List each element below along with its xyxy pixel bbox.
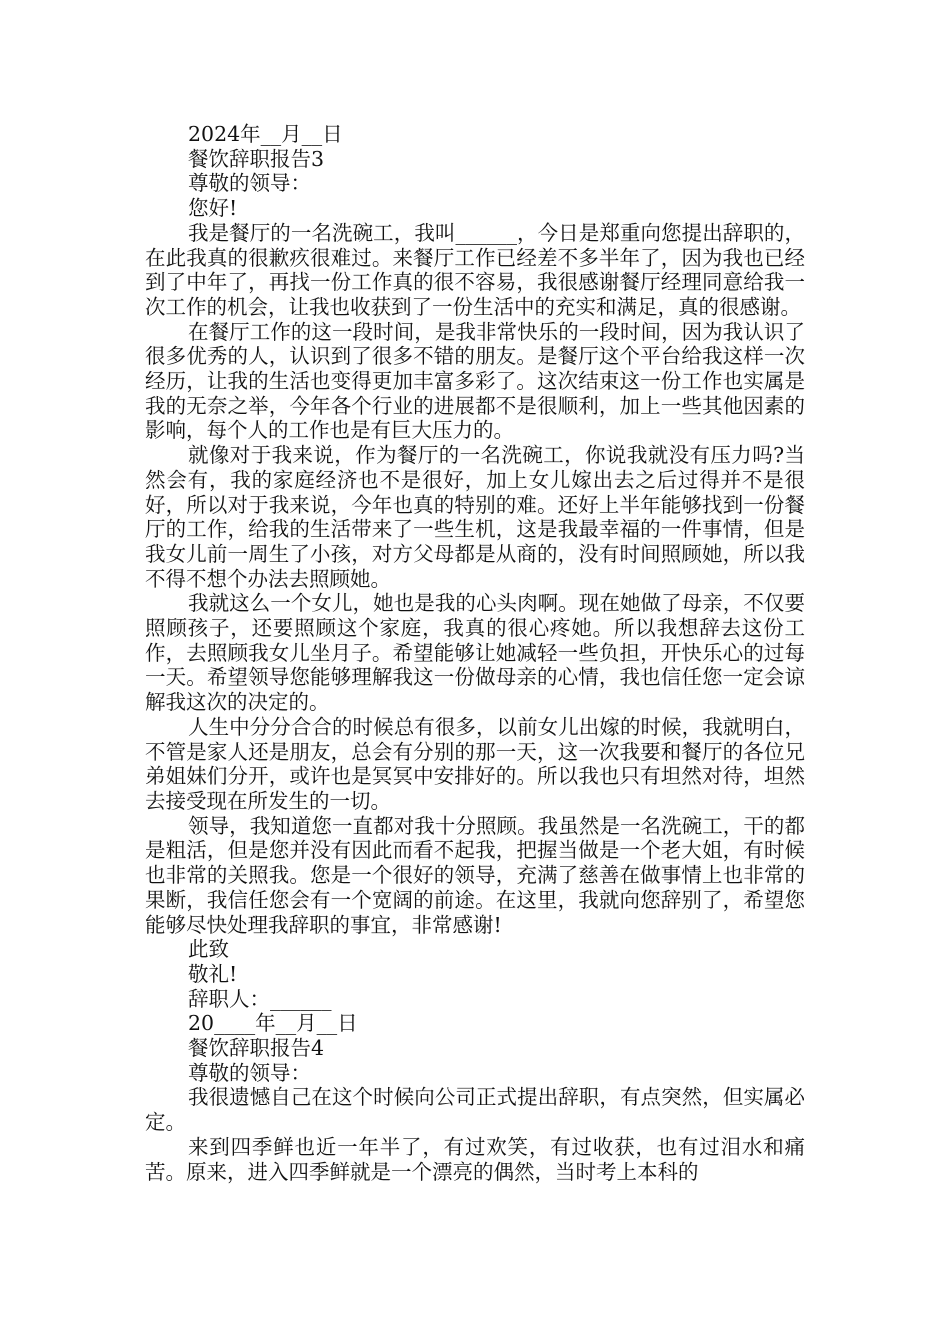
date-line-top: 2024年__月__日 xyxy=(188,122,343,146)
report-4-salutation: 尊敬的领导： xyxy=(188,1060,311,1085)
report-3-paragraph-6: 领导，我知道您一直都对我十分照顾。我虽然是一名洗碗工，干的都是粗活，但是您并没有因此而看不起我，把握当做是一个老大姐，有时候也非常的关照我。您是一个很好的领导，充满了慈善在做事情上也非常的果断，我信任您会有一个宽阔的前途。在这里，我就向您辞别了，希望您能够尽快处理我辞职的事宜，非常感谢! xyxy=(145,813,805,937)
closing-cizhi: 此致 xyxy=(188,937,229,962)
report-4-title: 餐饮辞职报告4 xyxy=(188,1036,325,1061)
report-3-hello: 您好! xyxy=(188,196,238,221)
report-3-title: 餐饮辞职报告3 xyxy=(188,146,325,171)
report-3-salutation: 尊敬的领导： xyxy=(188,171,311,196)
report-4-paragraph-1: 我很遗憾自己在这个时候向公司正式提出辞职，有点突然，但实属必定。 xyxy=(145,1085,805,1135)
report-3-paragraph-1: 我是餐厅的一名洗碗工，我叫______，今日是郑重向您提出辞职的，在此我真的很歉疚很难过。来餐厅工作已经差不多半年了，因为我也已经到了中年了，再找一份工作真的很不容易，我很感谢餐厅经理同意给我一次工作的机会，让我也收获到了一份生活中的充实和满足，真的很感谢。 xyxy=(145,220,805,319)
report-3-paragraph-2: 在餐厅工作的这一段时间，是我非常快乐的一段时间，因为我认识了很多优秀的人，认识到了很多不错的朋友。是餐厅这个平台给我这样一次经历，让我的生活也变得更加丰富多彩了。这次结束这一份工作也实属是我的无奈之举，今年各个行业的进展都不是很顺利，加上一些其他因素的影响，每个人的工作也是有巨大压力的。 xyxy=(145,319,805,443)
signer-line: 辞职人：______ xyxy=(188,986,332,1011)
report-3-paragraph-3: 就像对于我来说，作为餐厅的一名洗碗工，你说我就没有压力吗?当然会有，我的家庭经济也不是很好，加上女儿嫁出去之后过得并不是很好，所以对于我来说，今年也真的特别的难。还好上半年能够找到一份餐厅的工作，给我的生活带来了一些生机，这是我最幸福的一件事情，但是我女儿前一周生了小孩，对方父母都是从商的，没有时间照顾她，所以我不得不想个办法去照顾她。 xyxy=(145,443,805,591)
document-page xyxy=(145,122,805,1184)
closing-jingli: 敬礼! xyxy=(188,961,238,986)
report-4-paragraph-2: 来到四季鲜也近一年半了，有过欢笑，有过收获，也有过泪水和痛苦。原来，进入四季鲜就是一个漂亮的偶然，当时考上本科的 xyxy=(145,1134,805,1184)
date-line-bottom: 20____年__月__日 xyxy=(188,1011,358,1036)
report-3-paragraph-5: 人生中分分合合的时候总有很多，以前女儿出嫁的时候，我就明白，不管是家人还是朋友，总会有分别的那一天，这一次我要和餐厅的各位兄弟姐妹们分开，或许也是冥冥中安排好的。所以我也只有坦然对待，坦然去接受现在所发生的一切。 xyxy=(145,714,805,813)
report-3-paragraph-4: 我就这么一个女儿，她也是我的心头肉啊。现在她做了母亲，不仅要照顾孩子，还要照顾这个家庭，我真的很心疼她。所以我想辞去这份工作，去照顾我女儿坐月子。希望能够让她减轻一些负担，开快乐心的过每一天。希望领导您能够理解我这一份做母亲的心情，我也信任您一定会谅解我这次的决定的。 xyxy=(145,591,805,715)
